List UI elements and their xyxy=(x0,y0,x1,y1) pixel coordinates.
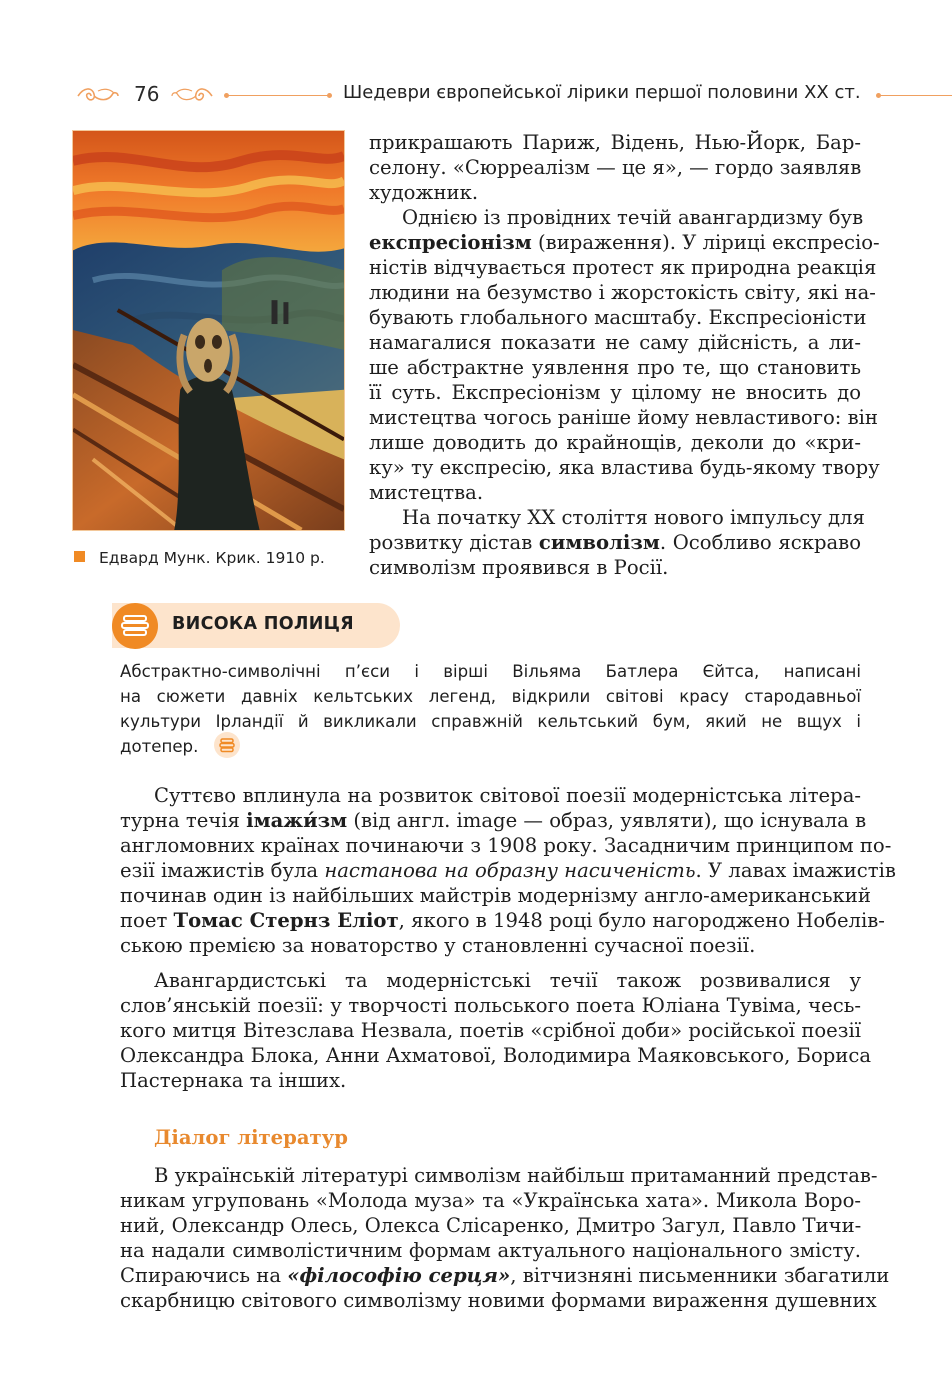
text-line: Однією із провідних течій авангардизму був xyxy=(402,206,864,229)
text-line: Суттєво вплинула на розвиток світової поезії модерністська літера- xyxy=(154,784,861,807)
sidebar-line: культури Ірландії й викликали справжній кельтський бум, який не вщух і xyxy=(120,712,861,731)
emphasis-text: настанова на образну насиченість xyxy=(324,859,696,882)
text-line: намагалися показати не саму дійсність, а ли- xyxy=(369,331,861,354)
sidebar-title: ВИСОКА ПОЛИЦЯ xyxy=(172,614,354,634)
text-line: В українській літературі символізм найбільш притаманний представ- xyxy=(154,1164,878,1187)
text-line: англомовних країнах починаючи з 1908 року. Засадничим принципом по- xyxy=(120,834,892,857)
text-line: ністів відчувається протест як природна реакція xyxy=(369,256,877,279)
text-line: бувають глобального масштабу. Експресіоністи xyxy=(369,306,867,329)
text-line: Авангардистські та модерністські течії також розвивалися у xyxy=(154,969,861,992)
term-imagism: імажи́зм xyxy=(246,809,348,832)
scroll-ornament-icon xyxy=(170,85,214,107)
text-line: художник. xyxy=(369,181,479,204)
text-line: Спираючись на «філософію серця», вітчизняні письменники збагатили xyxy=(120,1264,890,1287)
page-header xyxy=(0,78,952,114)
text-line: ською премією за новаторство у становленні сучасної поезії. xyxy=(120,934,756,957)
term-symbolism: символізм xyxy=(538,531,660,554)
text-line: її суть. Експресіонізм у цілому не вносить до xyxy=(369,381,861,404)
caption-square-icon xyxy=(74,551,85,562)
book-stack-icon xyxy=(214,732,240,758)
text-line: слов’янській поезії: у творчості польського поета Юліана Тувіма, чесь- xyxy=(120,994,861,1017)
section-heading: Діалог літератур xyxy=(154,1126,348,1149)
header-rule xyxy=(228,95,330,96)
text-line: експресіонізм (вираження). У ліриці експресіо- xyxy=(369,231,880,254)
scroll-ornament-icon xyxy=(76,85,120,107)
sidebar-end-marker xyxy=(214,732,240,758)
header-rule xyxy=(880,95,952,96)
text-line: езії імажистів була настанова на образну насиченість. У лавах імажистів xyxy=(120,859,896,882)
text-line: скарбницю світового символізму новими формами вираження душевних xyxy=(120,1289,877,1312)
running-title: Шедеври європейської лірики першої половини ХХ ст. xyxy=(343,82,861,103)
text-line: мистецтва. xyxy=(369,481,484,504)
figure-caption xyxy=(74,549,325,567)
text-line: прикрашають Париж, Відень, Нью-Йорк, Бар- xyxy=(369,131,861,154)
sidebar-banner-badge xyxy=(112,603,158,649)
author-name: Томас Стернз Еліот xyxy=(173,909,399,932)
text-line: ний, Олександр Олесь, Олекса Слісаренко, Дмитро Загул, Павло Тичи- xyxy=(120,1214,862,1237)
sidebar-line: Абстрактно-символічні п’єси і вірші Вільяма Батлера Єйтса, написані xyxy=(120,662,861,681)
text-line: поет Томас Стернз Еліот, якого в 1948 році було нагороджено Нобелів- xyxy=(120,909,885,932)
text-line: ше абстрактне уявлення про те, що становить xyxy=(369,356,861,379)
text-line: ку» ту експресію, яка властива будь-якому твору xyxy=(369,456,880,479)
text-line: Олександра Блока, Анни Ахматової, Володимира Маяковського, Бориса xyxy=(120,1044,872,1067)
text-line: турна течія імажи́зм (від англ. image — образ, уявляти), що існувала в xyxy=(120,809,867,832)
book-stack-icon xyxy=(112,603,158,649)
text-line: селону. «Сюрреалізм — це я», — гордо заявляв xyxy=(369,156,862,179)
text-line: символізм проявився в Росії. xyxy=(369,556,669,579)
page-number: 76 xyxy=(134,82,160,106)
sidebar-line: дотепер. xyxy=(120,737,199,756)
sidebar-line: на сюжети давніх кельтських легенд, відкрили світові красу стародавньої xyxy=(120,687,861,706)
text-line: лише доводить до крайнощів, деколи до «кри- xyxy=(369,431,861,454)
caption-text: Едвард Мунк. Крик. 1910 р. xyxy=(99,549,325,567)
text-line: На початку ХХ століття нового імпульсу для xyxy=(402,506,865,529)
text-line: мистецтва чогось раніше йому невластивого: він xyxy=(369,406,878,429)
scream-painting-image xyxy=(72,130,345,531)
text-line: людини на безумство і жорстокість світу, які на- xyxy=(369,281,876,304)
term-expressionism: експресіонізм xyxy=(369,231,532,254)
text-line: кого митця Вітезслава Незвала, поетів «срібної доби» російської поезії xyxy=(120,1019,861,1042)
header-rule-dot xyxy=(327,93,332,98)
text-line: на надали символістичним формам актуального національного змісту. xyxy=(120,1239,861,1262)
emphasis-text: «філософію серця» xyxy=(287,1264,511,1287)
text-line: никам угруповань «Молода муза» та «Українська хата». Микола Воро- xyxy=(120,1189,861,1212)
text-line: Пастернака та інших. xyxy=(120,1069,347,1092)
text-line: починав один із найбільших майстрів модернізму англо-американський xyxy=(120,884,871,907)
text-line: розвитку дістав символізм. Особливо яскраво xyxy=(369,531,861,554)
